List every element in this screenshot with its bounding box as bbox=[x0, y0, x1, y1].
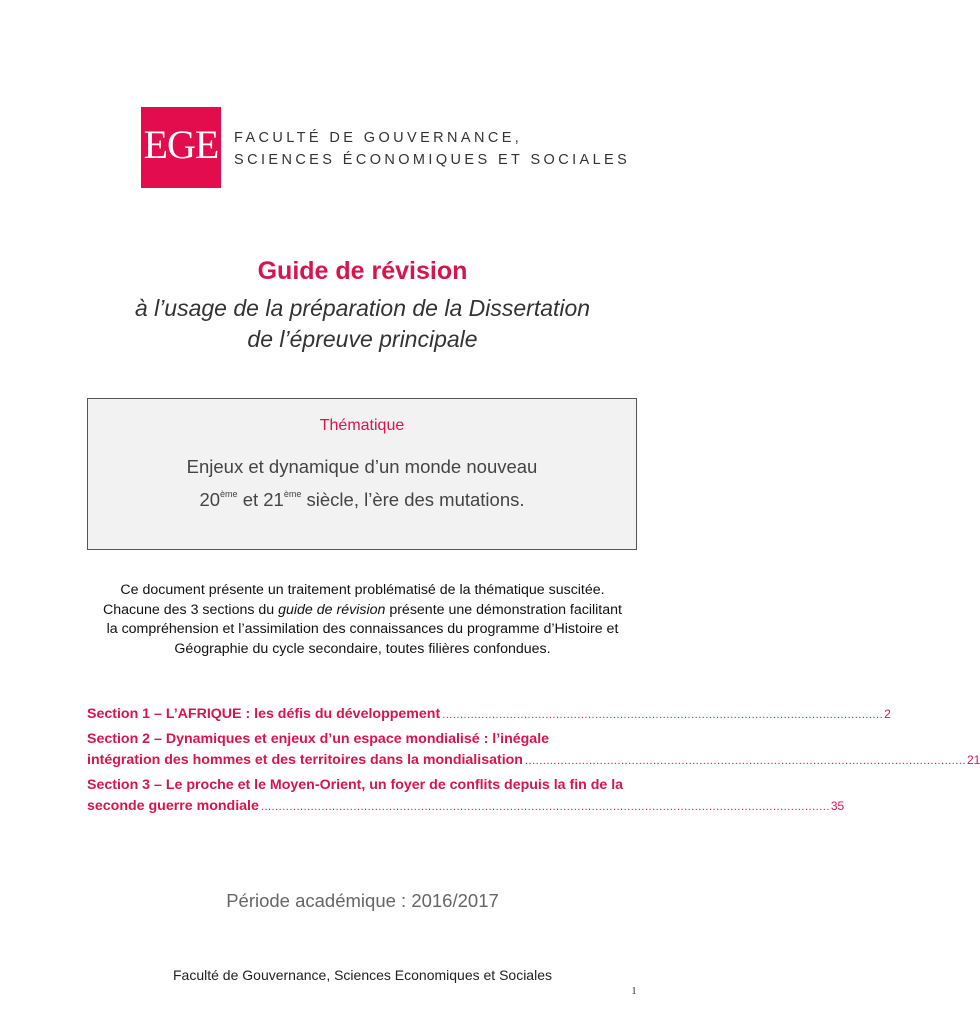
century-21: et 21 bbox=[237, 489, 284, 510]
document-subtitle-line2: de l’épreuve principale bbox=[247, 326, 478, 352]
faculty-name bbox=[234, 127, 630, 171]
toc-entry-2-page: 21 bbox=[966, 753, 980, 767]
toc-entry-1-page: 2 bbox=[884, 707, 891, 721]
superscript-2: ème bbox=[283, 489, 302, 499]
faculty-name-line1: FACULTÉ DE GOUVERNANCE, bbox=[234, 130, 523, 146]
toc-leader-dots: ............................................................................................................................ bbox=[524, 755, 966, 767]
toc-entry-3-title-line2[interactable]: seconde guerre mondiale bbox=[87, 798, 259, 814]
academic-period: Période académique : 2016/2017 bbox=[226, 890, 499, 911]
ege-logo bbox=[141, 107, 221, 188]
toc-entry-3-row bbox=[87, 796, 845, 818]
toc-entry-1[interactable] bbox=[87, 704, 891, 726]
thematic-line1: Enjeux et dynamique d’un monde nouveau bbox=[186, 456, 538, 477]
thematic-line2-rest: siècle, l’ère des mutations. bbox=[301, 489, 525, 510]
ege-logo-text: EGE bbox=[143, 122, 219, 167]
toc-entry-3-page: 35 bbox=[830, 799, 845, 813]
intro-line1: Ce document présente un traitement problématisé de la thématique suscitée. bbox=[120, 582, 605, 598]
page-number: 1 bbox=[631, 986, 637, 997]
intro-line2 bbox=[40, 601, 685, 621]
toc-entry-1-row bbox=[87, 704, 891, 726]
toc-entry-2[interactable] bbox=[87, 729, 980, 772]
intro-line2-em: guide de révision bbox=[278, 601, 386, 618]
toc-leader-dots: ............................................................................................................................ bbox=[442, 709, 884, 721]
intro-line3: la compréhension et l’assimilation des connaissances du programme d’Histoire et bbox=[106, 621, 619, 637]
intro-line2-a: Chacune des 3 sections du bbox=[103, 601, 279, 618]
toc-entry-2-row bbox=[87, 750, 980, 772]
intro-line4: Géographie du cycle secondaire, toutes filières confondues. bbox=[174, 640, 551, 657]
toc-entry-1-title[interactable]: Section 1 – L’AFRIQUE : les défis du développement bbox=[87, 706, 441, 722]
century-20: 20 bbox=[199, 489, 221, 510]
toc-entry-2-title-line1[interactable]: Section 2 – Dynamiques et enjeux d’un espace mondialisé : l’inégale bbox=[87, 731, 550, 747]
document-subtitle-line1: à l’usage de la préparation de la Dissertation bbox=[134, 295, 591, 321]
thematic-label: Thématique bbox=[319, 417, 405, 434]
faculty-name-line2: SCIENCES ÉCONOMIQUES ET SOCIALES bbox=[234, 152, 631, 168]
toc-entry-3[interactable] bbox=[87, 775, 845, 818]
page-footer: Faculté de Gouvernance, Sciences Economiques et Sociales bbox=[173, 967, 552, 983]
superscript-1: ème bbox=[220, 489, 238, 499]
intro-paragraph bbox=[40, 581, 685, 659]
intro-line2-b: présente une démonstration facilitant bbox=[385, 601, 622, 618]
thematic-box bbox=[87, 398, 637, 550]
toc-leader-dots: ................................................................................................................................................................ bbox=[260, 801, 830, 813]
toc-entry-3-title-line1[interactable]: Section 3 – Le proche et le Moyen-Orient, un foyer de conflits depuis la fin de la bbox=[87, 777, 624, 793]
document-title: Guide de révision bbox=[257, 257, 468, 285]
thematic-line2 bbox=[88, 489, 636, 511]
toc-entry-2-title-line2[interactable]: intégration des hommes et des territoires dans la mondialisation bbox=[87, 752, 523, 768]
